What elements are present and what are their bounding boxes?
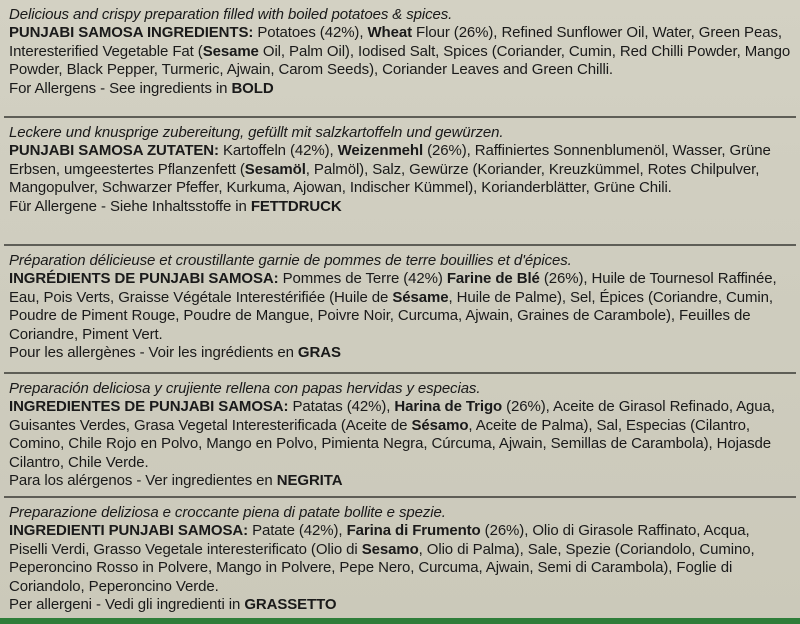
section-es [0,374,800,494]
ingredient-text: Oil, Palm Oil), Iodised Salt, Spices (Coriander, Cumin, Red Chilli Powder, Mango Powder, Black Pepper, Turmeric, Ajwain, Carom Seeds), Coriander Leaves and Green Chilli. [9,42,791,79]
ingredient-text: , Aceite de Palma), Sal, Especias (Cilantro, Comino, Chile Rojo en Polvo, Mango en Polvo, Pimienta Negra, Cúrcuma, Ajwain, Semillas de Carambola), Hojasde Cilantro, Chile Verde. [9,416,771,471]
allergen-highlight: Sesame [202,42,259,60]
allergen-note-text: For Allergens - See ingredients in [9,79,232,97]
allergen-highlight: Harina de Trigo [394,398,503,416]
ingredient-text: Patate (42%), [248,522,347,540]
ingredient-text: Kartoffeln (42%), [218,142,338,160]
section-de [0,118,800,220]
allergen-note [9,198,792,216]
allergen-keyword: NEGRITA [276,472,343,490]
section-fr [0,246,800,366]
packaging-edge-strip [0,618,800,624]
section-en [0,0,800,102]
allergen-keyword: GRAS [297,344,341,362]
ingredient-text: (26%), Raffiniertes Sonnenblumenöl, Wasser, Grüne Erbsen, umgeestertes Pflanzenfett ( [9,142,771,178]
allergen-highlight: Sesamo [361,540,419,558]
allergen-highlight: Weizenmehl [337,142,424,160]
ingredients-header: PUNJABI SAMOSA INGREDIENTS: [9,24,254,42]
ingredients-header: INGREDIENTI PUNJABI SAMOSA: [9,522,248,540]
allergen-highlight: Sesamöl [244,160,306,178]
ingredient-text: (26%), Huile de Tournesol Raffinée, Eau, Pois Verts, Graisse Végétale Interestérifiée (Huile de [9,270,777,306]
allergen-keyword: GRASSETTO [244,596,337,614]
ingredients-paragraph [9,270,792,344]
intro-text: Leckere und knusprige zubereitung, gefüllt mit salzkartoffeln und gewürzen. [9,124,504,141]
ingredients-header: INGREDIENTES DE PUNJABI SAMOSA: [9,398,289,416]
ingredients-paragraph [9,24,792,79]
allergen-highlight: Sésame [392,288,449,306]
ingredient-text: Pommes de Terre (42%) [278,270,447,288]
ingredient-text: , Palmöl), Salz, Gewürze (Koriander, Kreuzkümmel, Rotes Chilpulver, Mangopulver, Schwarzer Pfeffer, Kurkuma, Ajowan, Indischer Kümmel), Korianderblätter, Grüne Chili. [9,160,760,197]
ingredients-paragraph [9,142,792,197]
allergen-highlight: Farina di Frumento [346,522,481,540]
allergen-note-text: Pour les allergènes - Voir les ingrédients en [9,344,298,362]
ingredient-text: (26%), Olio di Girasole Raffinato, Acqua, Piselli Verdi, Grasso Vegetale interesterificato (Olio di [9,522,750,558]
ingredients-paragraph [9,522,792,596]
allergen-note [9,472,792,490]
allergen-note-text: Für Allergene - Siehe Inhaltsstoffe in [9,197,251,215]
allergen-note-text: Per allergeni - Vedi gli ingredienti in [9,596,245,614]
allergen-note [9,344,792,362]
ingredients-paragraph [9,398,792,472]
intro-text: Preparazione deliziosa e croccante piena di patate bollite e spezie. [9,504,446,521]
allergen-note [9,596,792,614]
ingredient-text: Flour (26%), Refined Sunflower Oil, Water, Green Peas, Interesterified Vegetable Fat ( [9,24,782,60]
ingredient-text: , Huile de Palme), Sel, Épices (Coriandre, Cumin, Poudre de Piment Rouge, Poudre de Mangue, Poivre Noir, Curcuma, Ajwain, Graines de Carambole), Feuilles de Coriandre, Piment Vert. [9,288,773,343]
ingredients-header: INGRÉDIENTS DE PUNJABI SAMOSA: [9,270,279,288]
ingredient-text: Patatas (42%), [288,398,395,416]
ingredient-text: Potatoes (42%), [253,24,368,42]
ingredients-header: PUNJABI SAMOSA ZUTATEN: [9,142,219,160]
allergen-highlight: Wheat [367,24,412,42]
allergen-note-text: Para los alérgenos - Ver ingredientes en [9,472,277,490]
intro-text: Preparación deliciosa y crujiente rellena con papas hervidas y especias. [9,380,481,397]
section-it [0,498,800,618]
ingredient-text: (26%), Aceite de Girasol Refinado, Agua, Guisantes Verdes, Grasa Vegetal Interesterificada (Aceite de [9,398,775,434]
ingredient-text: , Olio di Palma), Sale, Spezie (Coriandolo, Cumino, Peperoncino Rosso in Polvere, Mango in Polvere, Pepe Nero, Curcuma, Ajwain, Semi di Carambola), Foglie di Coriandolo, Peperoncino Verde. [9,540,755,595]
allergen-highlight: Sésamo [411,416,469,434]
intro-text: Delicious and crispy preparation filled with boiled potatoes & spices. [9,6,453,23]
intro-text: Préparation délicieuse et croustillante garnie de pommes de terre bouillies et d'épices. [9,252,572,269]
allergen-note [9,80,792,98]
allergen-highlight: Farine de Blé [446,270,540,288]
allergen-keyword: BOLD [231,79,274,97]
allergen-keyword: FETTDRUCK [250,197,342,215]
